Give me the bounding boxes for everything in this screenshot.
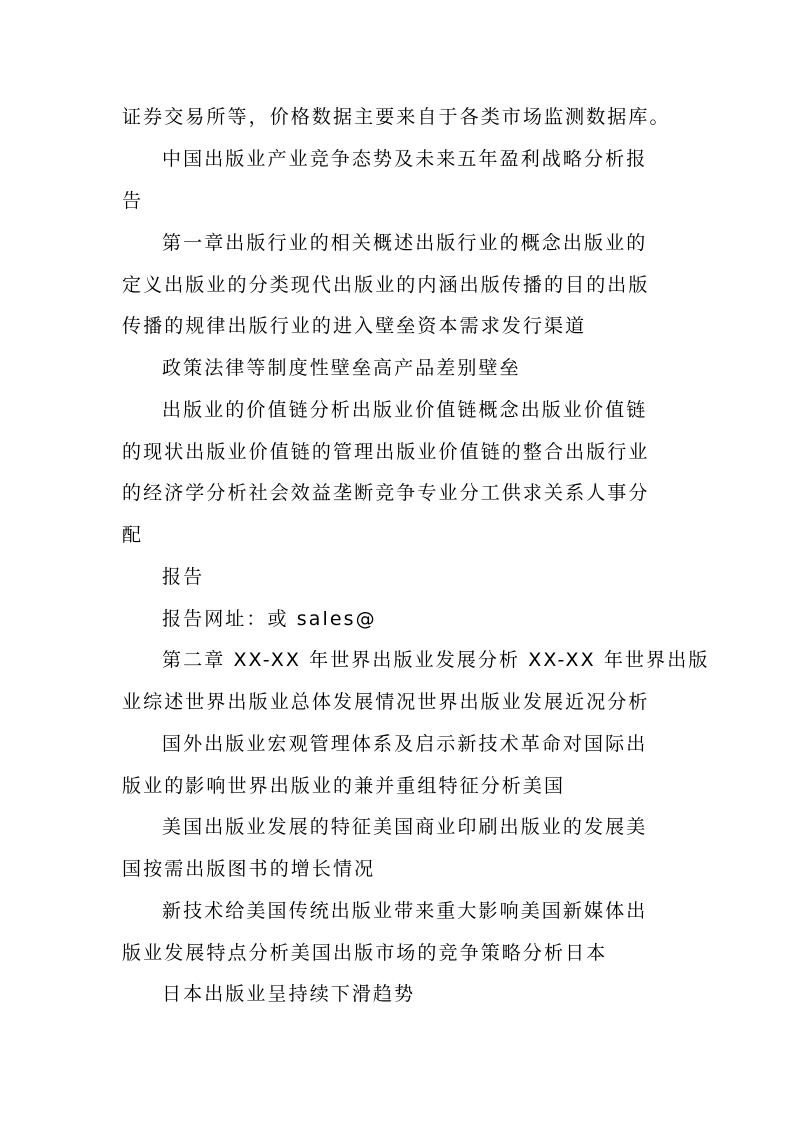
text-line: 美国出版业发展的特征美国商业印刷出版业的发展美 bbox=[162, 816, 648, 838]
text-line: 的经济学分析社会效益垄断竞争专业分工供求关系人事分 bbox=[122, 482, 650, 504]
text-line: 配 bbox=[122, 524, 144, 546]
text-line: 业综述世界出版业总体发展情况世界出版业发展近况分析 bbox=[122, 691, 650, 713]
text-line: 版业发展特点分析美国出版市场的竞争策略分析日本 bbox=[122, 942, 608, 964]
text-line: 中国出版业产业竞争态势及未来五年盈利战略分析报 bbox=[162, 148, 648, 170]
text-line: 政策法律等制度性壁垒高产品差别壁垒 bbox=[162, 357, 521, 379]
text-line: 报告 bbox=[162, 566, 205, 588]
text-line: 定义出版业的分类现代出版业的内涵出版传播的目的出版 bbox=[122, 274, 650, 296]
text-line: 新技术给美国传统出版业带来重大影响美国新媒体出 bbox=[162, 900, 648, 922]
text-line: 出版业的价值链分析出版业价值链概念出版业价值链 bbox=[162, 399, 648, 421]
text-line: 第一章出版行业的相关概述出版行业的概念出版业的 bbox=[162, 232, 648, 254]
text-line: 证券交易所等，价格数据主要来自于各类市场监测数据库。 bbox=[122, 106, 671, 128]
text-line: 国外出版业宏观管理体系及启示新技术革命对国际出 bbox=[162, 733, 648, 755]
text-line: 传播的规律出版行业的进入壁垒资本需求发行渠道 bbox=[122, 315, 587, 337]
text-line: 日本出版业呈持续下滑趋势 bbox=[162, 983, 416, 1005]
text-line: 告 bbox=[122, 190, 144, 212]
text-line: 的现状出版业价值链的管理出版业价值链的整合出版行业 bbox=[122, 441, 650, 463]
text-line: 版业的影响世界出版业的兼并重组特征分析美国 bbox=[122, 775, 566, 797]
text-line: 第二章 XX-XX 年世界出版业发展分析 XX-XX 年世界出版 bbox=[162, 649, 710, 671]
text-line: 报告网址：或 sales@ bbox=[162, 608, 377, 630]
text-line: 国按需出版图书的增长情况 bbox=[122, 858, 376, 880]
